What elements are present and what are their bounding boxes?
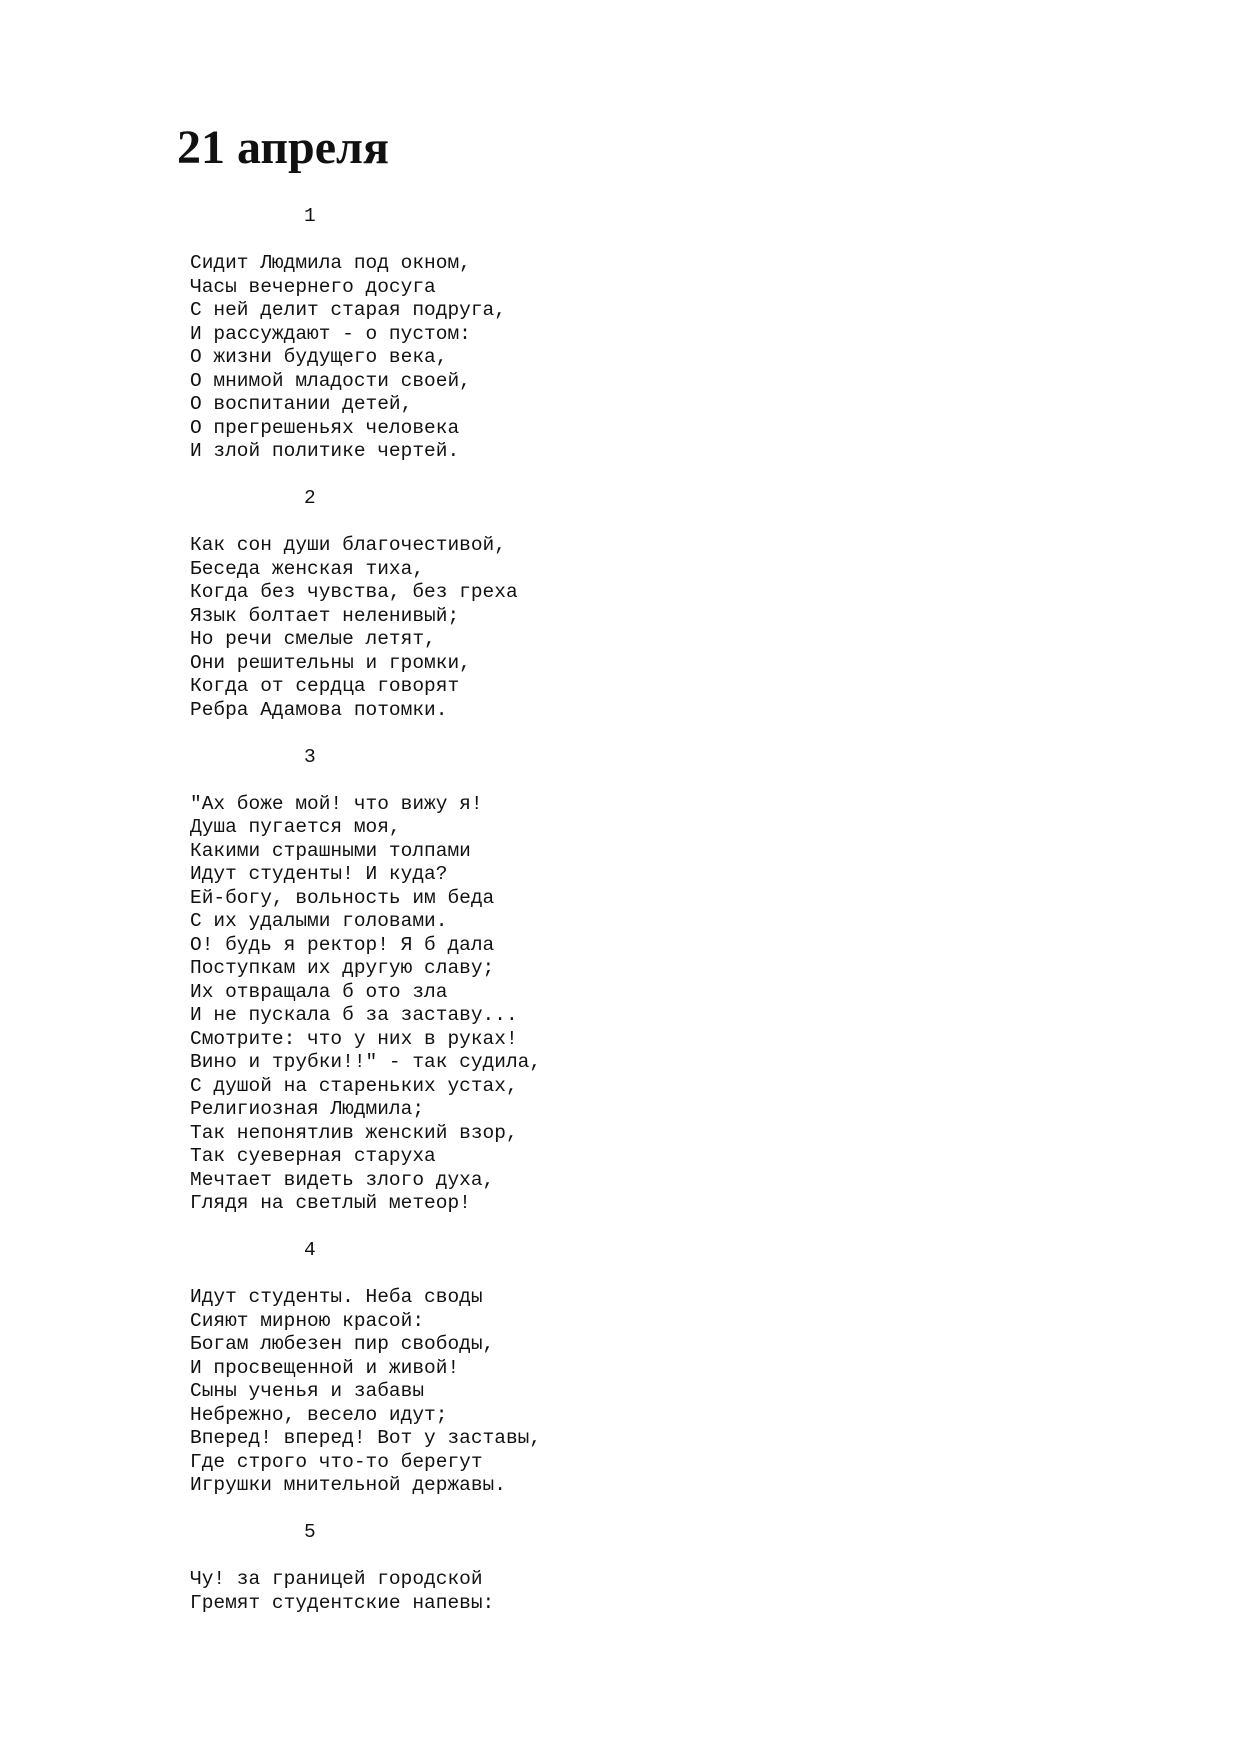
verse-line: Их отвращала б ото зла bbox=[190, 980, 448, 1003]
stanza-lines bbox=[190, 534, 541, 722]
verse-line: Они решительны и громки, bbox=[190, 651, 471, 674]
stanza bbox=[190, 487, 541, 746]
stanza-number: 4 bbox=[304, 1239, 316, 1261]
verse-line: Сидит Людмила под окном, bbox=[190, 252, 471, 274]
verse-line: С душой на стареньких устах, bbox=[190, 1074, 518, 1097]
verse-line: Душа пугается моя, bbox=[190, 816, 401, 838]
verse-line: О мнимой младости своей, bbox=[190, 369, 471, 392]
stanza-lines bbox=[190, 252, 541, 464]
verse-line: Глядя на светлый метеор! bbox=[190, 1192, 471, 1214]
verse-line: О воспитании детей, bbox=[190, 393, 413, 415]
verse-line: Идут студенты. Неба своды bbox=[190, 1286, 483, 1308]
verse-line: Беседа женская тиха, bbox=[190, 557, 425, 580]
stanza-number: 1 bbox=[304, 205, 316, 227]
stanza-number: 3 bbox=[304, 745, 316, 768]
verse-line: Игрушки мнительной державы. bbox=[190, 1474, 506, 1496]
verse-line: С их удалыми головами. bbox=[190, 910, 448, 932]
verse-line: Но речи смелые летят, bbox=[190, 628, 436, 650]
verse-line: Когда без чувства, без греха bbox=[190, 581, 518, 603]
stanza-spacer bbox=[190, 1498, 541, 1522]
stanza-spacer bbox=[190, 722, 541, 746]
stanza bbox=[190, 1239, 541, 1521]
verse-line: Поступкам их другую славу; bbox=[190, 957, 495, 979]
stanza-spacer bbox=[190, 229, 541, 253]
verse-line: Мечтает видеть злого духа, bbox=[190, 1168, 495, 1191]
verse-line: Сыны ученья и забавы bbox=[190, 1380, 425, 1402]
poem-body bbox=[190, 205, 541, 1615]
verse-line: "Ах боже мой! что вижу я! bbox=[190, 792, 483, 815]
verse-line: Богам любезен пир свободы, bbox=[190, 1333, 495, 1355]
verse-line: Гремят студентские напевы: bbox=[190, 1591, 495, 1614]
verse-line: О прегрешеньях человека bbox=[190, 416, 460, 439]
stanza-spacer bbox=[190, 1263, 541, 1287]
verse-line: Как сон души благочестивой, bbox=[190, 534, 506, 556]
verse-line: Смотрите: что у них в руках! bbox=[190, 1027, 518, 1050]
stanza bbox=[190, 746, 541, 1240]
stanza-spacer bbox=[190, 511, 541, 535]
stanza-spacer bbox=[190, 769, 541, 793]
verse-line: О! будь я ректор! Я б дала bbox=[190, 933, 495, 956]
stanza-lines bbox=[190, 1286, 541, 1498]
verse-line: Когда от сердца говорят bbox=[190, 675, 460, 697]
verse-line: О жизни будущего века, bbox=[190, 346, 448, 368]
verse-line: И просвещенной и живой! bbox=[190, 1356, 460, 1379]
verse-line: Религиозная Людмила; bbox=[190, 1098, 425, 1120]
stanza-spacer bbox=[190, 464, 541, 488]
stanza bbox=[190, 1521, 541, 1615]
verse-line: Вперед! вперед! Вот у заставы, bbox=[190, 1427, 542, 1449]
stanza-spacer bbox=[190, 1216, 541, 1240]
verse-line: Ей-богу, вольность им беда bbox=[190, 886, 495, 909]
verse-line: Сияют мирною красой: bbox=[190, 1309, 425, 1332]
verse-line: И рассуждают - о пустом: bbox=[190, 322, 471, 345]
stanza bbox=[190, 205, 541, 487]
stanza-lines bbox=[190, 1568, 541, 1615]
stanza-number: 2 bbox=[304, 487, 316, 509]
verse-line: Какими страшными толпами bbox=[190, 839, 471, 862]
verse-line: Идут студенты! И куда? bbox=[190, 863, 448, 885]
verse-line: Так непонятлив женский взор, bbox=[190, 1121, 518, 1144]
stanza-number: 5 bbox=[304, 1521, 316, 1543]
verse-line: С ней делит старая подруга, bbox=[190, 299, 506, 321]
page-title: 21 апреля bbox=[177, 121, 389, 174]
stanza-spacer bbox=[190, 1545, 541, 1569]
verse-line: Язык болтает неленивый; bbox=[190, 604, 460, 627]
verse-line: И не пускала б за заставу... bbox=[190, 1004, 518, 1026]
verse-line: Небрежно, весело идут; bbox=[190, 1403, 448, 1426]
verse-line: Часы вечернего досуга bbox=[190, 275, 436, 298]
verse-line: Чу! за границей городской bbox=[190, 1568, 483, 1590]
verse-line: Ребра Адамова потомки. bbox=[190, 698, 448, 721]
verse-line: Так суеверная старуха bbox=[190, 1145, 436, 1167]
stanza-lines bbox=[190, 793, 541, 1216]
verse-line: Где строго что-то берегут bbox=[190, 1450, 483, 1473]
verse-line: Вино и трубки!!" - так судила, bbox=[190, 1051, 542, 1073]
verse-line: И злой политике чертей. bbox=[190, 440, 460, 462]
